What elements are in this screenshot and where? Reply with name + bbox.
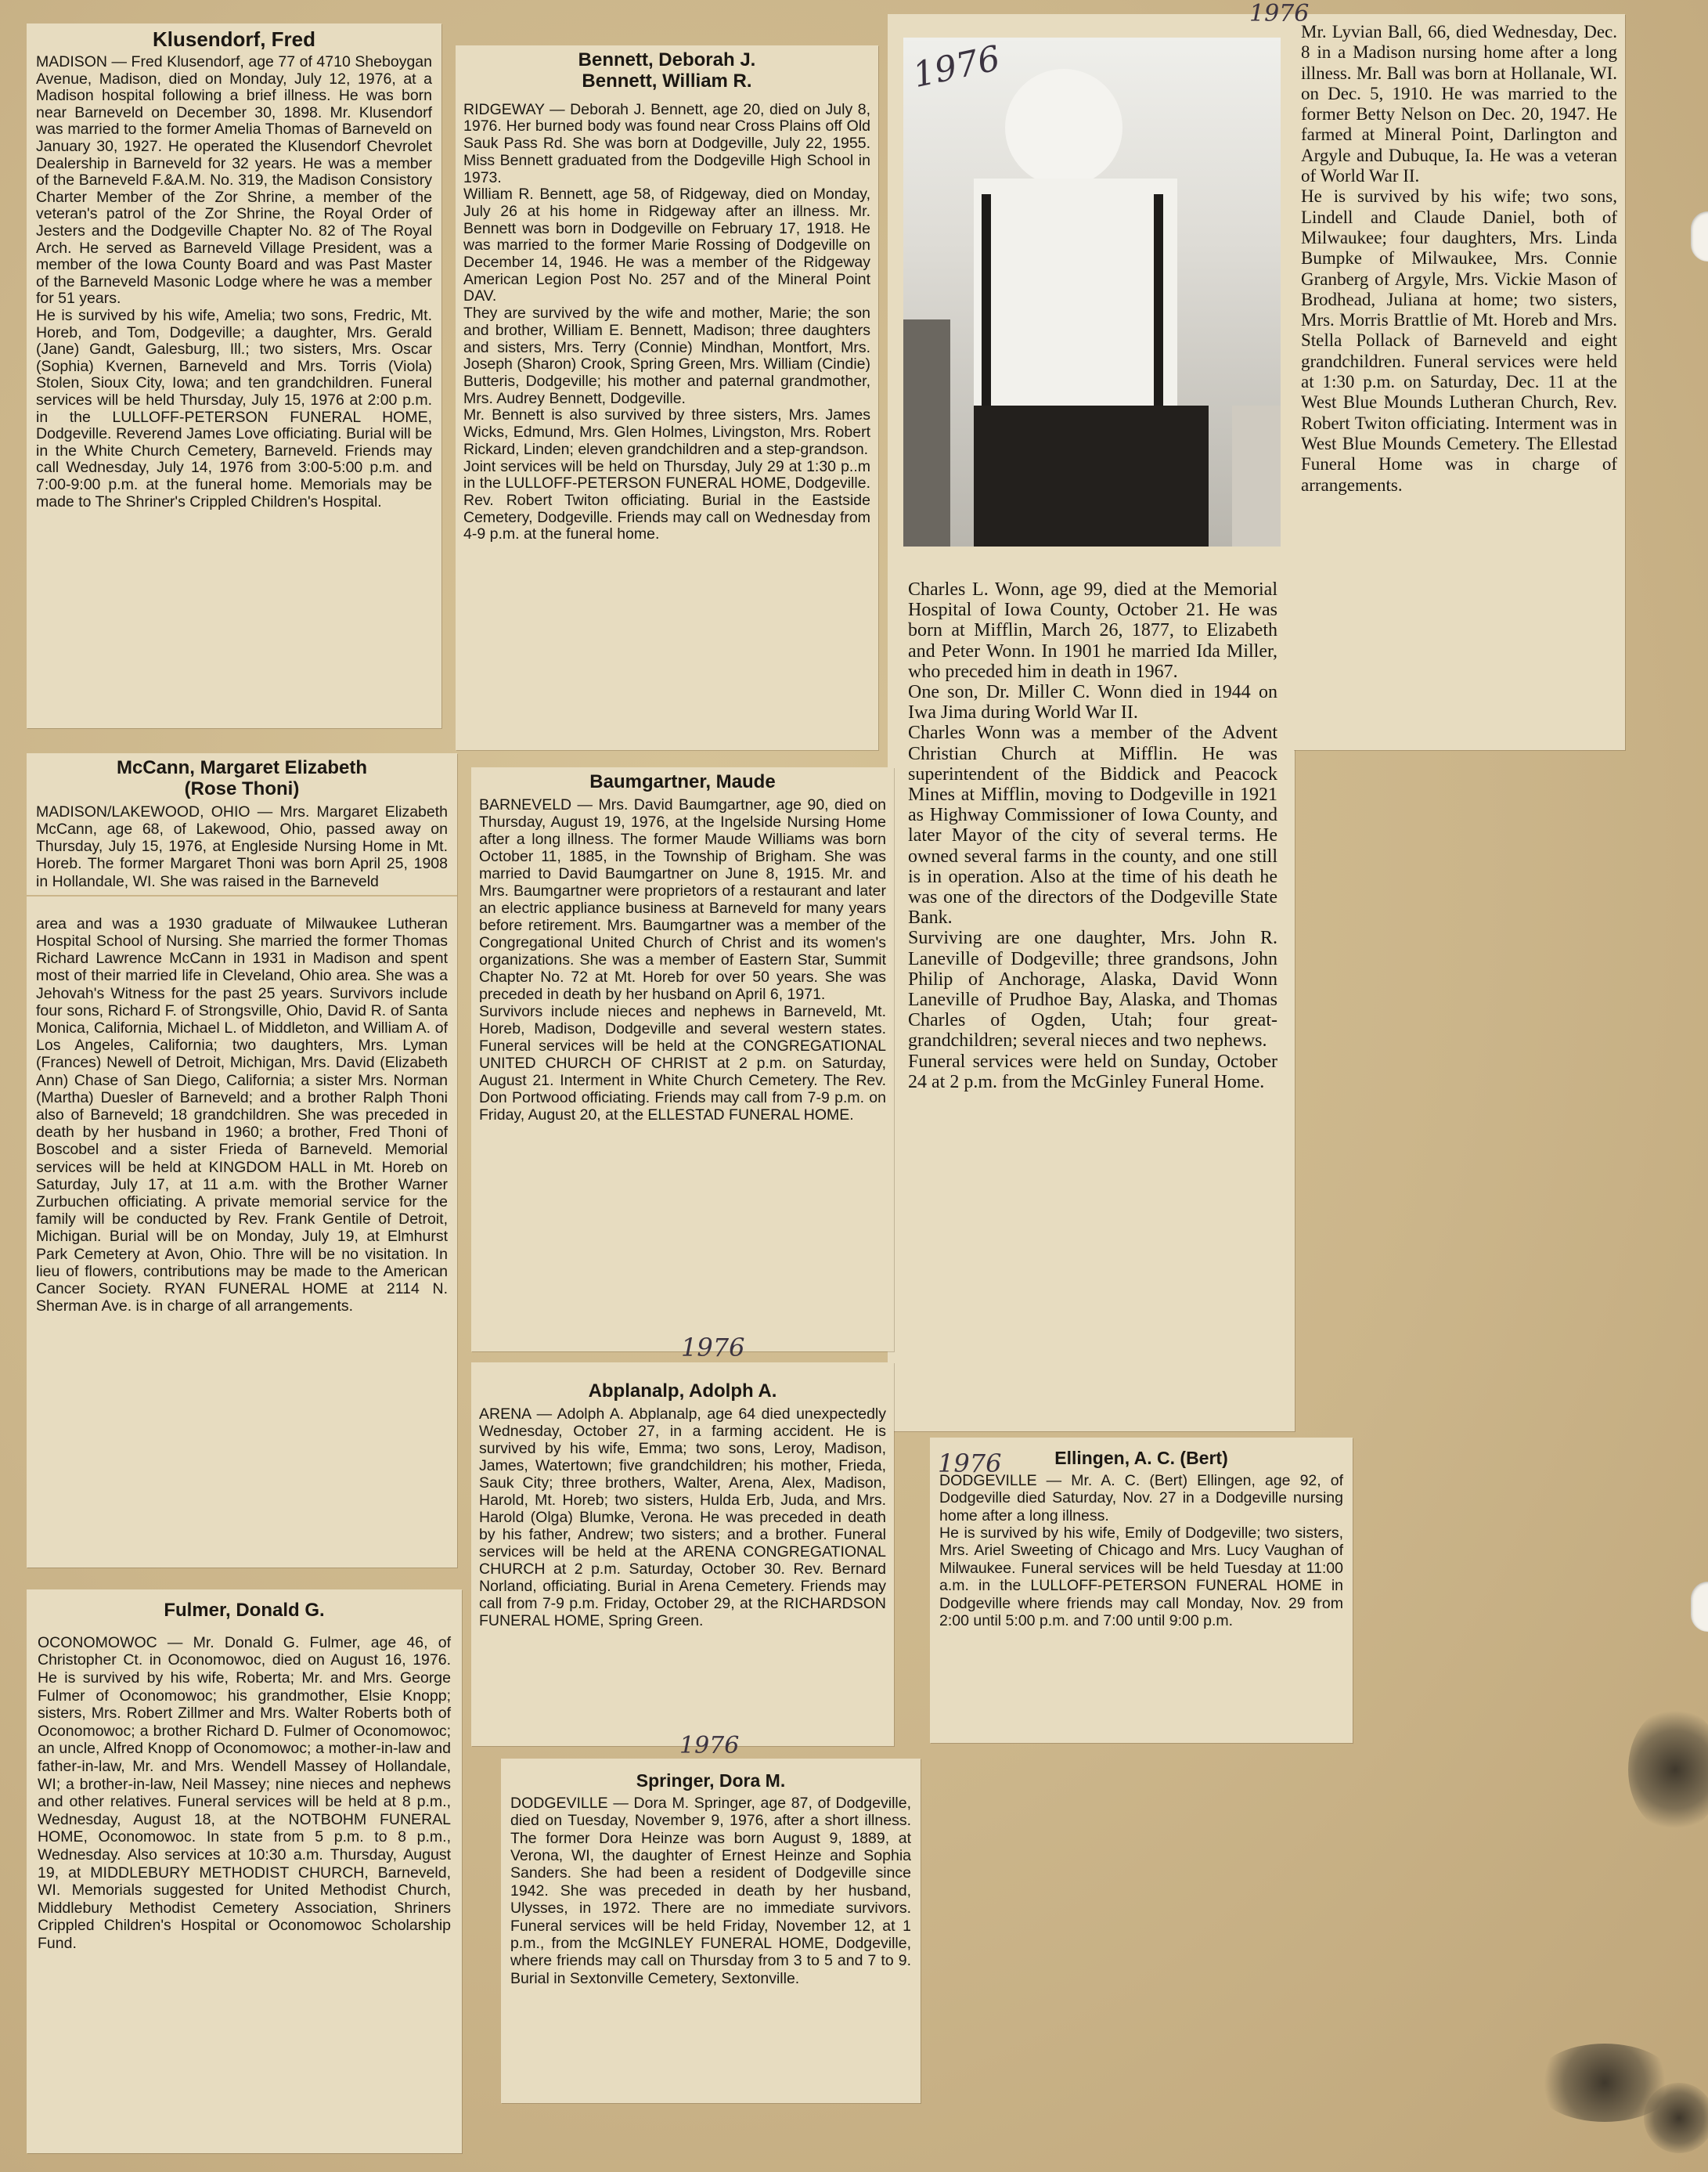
handwritten-year: 1976 <box>679 1732 740 1759</box>
obituary-ellingen <box>930 1438 1353 1743</box>
obituary-text: MADISON/LAKEWOOD, OHIO — Mrs. Margaret Elizabeth McCann, age 68, of Lakewood, Ohio, passed away on Thursday, July 15, 1976, at Engleside Nursing Home in Mt. Horeb. The former Margaret Thoni was born April 25, 1908 in Hollandale, WI. She was raised in the Barneveld <box>36 803 448 890</box>
obituary-heading: Springer, Dora M. <box>636 1770 786 1791</box>
obituary-heading: Bennett, Deborah J. Bennett, William R. <box>578 49 756 92</box>
handwritten-year: 1976 <box>1249 0 1310 27</box>
obituary-wonn <box>888 14 1295 1431</box>
obituary-heading: Klusendorf, Fred <box>152 27 315 51</box>
handwritten-year: 1976 <box>909 38 1004 96</box>
binder-hole-top <box>1691 211 1708 262</box>
page-stain <box>1644 2083 1708 2153</box>
obituary-heading: Baumgartner, Maude <box>589 771 776 792</box>
obituary-heading: Fulmer, Donald G. <box>164 1600 325 1621</box>
obituary-text: ARENA — Adolph A. Abplanalp, age 64 died unexpectedly Wednesday, October 27, in a farming accident. He is survived by his wife, Emma; two sons, Leroy, Madison, James, Watertown; five grandchildren; his mother, Frieda, Sauk City; three brothers, Walter, Arena, Alex, Madison, Harold, Mt. Horeb; two sisters, Hulda Erb, Juda, and Mrs. Harold (Olga) Blumke, Verona. He was preceded in death by his father, Andrew; two sisters; and a brother. Funeral services will be held at the ARENA CONGREGATIONAL CHURCH at 2 p.m. Saturday, October 30. Rev. Bernard Norland, officiating. Burial in Arena Cemetery. Friends may call from 7-9 p.m. Friday, October 29, at the RICHARDSON FUNERAL HOME, Spring Green. <box>479 1405 886 1629</box>
portrait-figure <box>1005 69 1122 186</box>
portrait-photo <box>903 38 1281 547</box>
portrait-trousers <box>974 406 1209 547</box>
obituary-heading: McCann, Margaret Elizabeth (Rose Thoni) <box>116 757 368 799</box>
portrait-background <box>1232 406 1281 547</box>
clip-gap <box>27 895 457 912</box>
obituary-text: OCONOMOWOC — Mr. Donald G. Fulmer, age 46, of Christopher Ct. in Oconomowoc, died on August 16, 1976. He is survived by his wife, Roberta; Mr. and Mrs. George Fulmer of Oconomowoc; his grandmother, Elsie Knopp; sisters, Mrs. Robert Zillmer and Mrs. Walter Roberts both of Oconomowoc; a brother Richard D. Fulmer of Oconomowoc; an uncle, Alfred Knopp of Oconomowoc; a mother-in-law and father-in-law, Mr. and Mrs. Wendell Massey of Hollandale, WI; a brother-in-law, Neil Massey; nine nieces and nephews and other relatives. Funeral services will be held at 8 p.m., Wednesday, August 18, at the NOTBOHM FUNERAL HOME, Oconomowoc. In state from 5 p.m. to 8 p.m., Wednesday. Also services at 10:30 a.m. Thursday, August 19, at MIDDLEBURY METHODIST CHURCH, Barneveld, WI. Memorials suggested for United Methodist Church, Middlebury Methodist Cemetery Association, Shriners Crippled Children's Hospital or Oconomowoc Scholarship Fund. <box>38 1633 451 1952</box>
obituary-text: Charles L. Wonn, age 99, died at the Memorial Hospital of Iowa County, October 21. He was born at Mifflin, March 26, 1877, to Elizabeth and Peter Wonn. In 1901 he married Ida Miller, who preceded him in death in 1967. One son, Dr. Miller C. Wonn died in 1944 on Iwa Jima during World War II. Charles Wonn was a member of the Advent Christian Church at Mifflin. He was superintendent of the Biddick and Peacock Mines at Mifflin, moving to Dodgeville in 1921 as Highway Commissioner of Iowa County, and later Mayor of the city of several terms. He owned several farms in the county, and one still is in operation. Also at the time of his death he was one of the directors of the Dodgeville State Bank. Surviving are one daughter, Mrs. John R. Laneville of Dodgeville; three grandsons, John Philip of Anchorage, Alaska, David Wonn Laneville of Prudhoe Bay, Alaska, and Thomas Charles of Ogden, Utah; four great-grandchildren; several nieces and two nephews. Funeral services were held on Sunday, October 24 at 2 p.m. from the McGinley Funeral Home. <box>908 579 1277 1092</box>
obituary-baumgartner <box>471 767 894 1351</box>
obituary-ball <box>1293 14 1625 750</box>
obituary-text: BARNEVELD — Mrs. David Baumgartner, age 90, died on Thursday, August 19, 1976, at the Ingelside Nursing Home after a long illness. The former Maude Williams was born October 11, 1885, in the Township of Brigham. She was married to David Baumgartner on June 8, 1915. Mr. and Mrs. Baumgartner were proprietors of a restaurant and later an electric appliance business at Barneveld for many years before retirement. Mrs. Baumgartner was a member of the Congregational United Church of Christ and its women's organizations. She was a member of Eastern Star, Summit Chapter No. 72 at Mt. Horeb for over 50 years. She was preceded in death by her husband on April 6, 1971. Survivors include nieces and nephews in Barneveld, Mt. Horeb, Madison, Dodgeville and several western states. Funeral services will be held at the CONGREGATIONAL UNITED CHURCH OF CHRIST at 2 p.m. on Saturday, August 21. Interment in White Church Cemetery. The Rev. Don Portwood officiating. Friends may call from 7-9 p.m. on Friday, August 20, at the ELLESTAD FUNERAL HOME. <box>479 796 886 1124</box>
obituary-text: DODGEVILLE — Dora M. Springer, age 87, of Dodgeville, died on Tuesday, November 9, 1976, after a short illness. The former Dora Heinze was born August 9, 1889, at Verona, WI, the daughter of Ernest Heinze and Sophia Sanders. She had been a resident of Dodgeville since 1942. She was preceded in death by her husband, Ulysses, in 1972. There are no immediate survivors. Funeral services will be held Friday, November 12, at 1 p.m., from the McGINLEY FUNERAL HOME, Dodgeville, where friends may call on Thursday from 3 to 5 and 7 to 9. Burial in Sextonville Cemetery, Sextonville. <box>510 1794 911 1987</box>
obituary-klusendorf <box>27 23 441 728</box>
portrait-suspender-right <box>1154 194 1163 413</box>
portrait-background <box>903 319 950 547</box>
obituary-abplanalp <box>471 1362 894 1746</box>
portrait-suspender-left <box>982 194 991 413</box>
obituary-text: DODGEVILLE — Mr. A. C. (Bert) Ellingen, age 92, of Dodgeville died Saturday, Nov. 27 in a Dodgeville nursing home after a long illness. He is survived by his wife, Emily of Dodgeville; two sisters, Mrs. Ariel Sweeting of Chicago and Mrs. Lucy Vaughan of Milwaukee. Funeral services will be held Tuesday at 11:00 a.m. in the LULLOFF-PETERSON FUNERAL HOME in Dodgeville where friends may call Monday, Nov. 29 from 2:00 until 5:00 p.m. and 7:00 until 9:00 p.m. <box>939 1471 1343 1629</box>
obituary-mccann <box>27 753 457 1568</box>
handwritten-year: 1976 <box>681 1333 745 1362</box>
binder-hole-bottom <box>1691 1582 1708 1632</box>
obituary-bennett <box>456 45 878 750</box>
handwritten-year: 1976 <box>938 1449 1002 1478</box>
obituary-fulmer <box>27 1589 462 2153</box>
obituary-heading: Ellingen, A. C. (Bert) <box>1054 1448 1228 1468</box>
obituary-text: Mr. Lyvian Ball, 66, died Wednesday, Dec. 8 in a Madison nursing home after a long illness. Mr. Ball was born at Hollanale, WI. on Dec. 5, 1910. He was married to the former Betty Nelson on Dec. 20, 1947. He farmed at Mineral Point, Darlington and Argyle and Dubuque, Ia. He was a veteran of World War II. He is survived by his wife; two sons, Lindell and Claude Daniel, both of Milwaukee; four daughters, Mrs. Linda Bumpke of Milwaukee, Mrs. Connie Granberg of Argyle, Mrs. Vickie Mason of Brodhead, Juliana at home; two sisters, Mrs. Morris Brattlie of Mt. Horeb and Mrs. Stella Pollack of Barneveld and eight grandchildren. Funeral services were held at 1:30 p.m. on Saturday, Dec. 11 at the West Blue Mounds Lutheran Church, Rev. Robert Twiton officiating. Interment was in West Blue Mounds Cemetery. The Ellestad Funeral Home was in charge of arrangements. <box>1301 22 1617 495</box>
obituary-heading: Abplanalp, Adolph A. <box>588 1380 777 1402</box>
obituary-springer <box>501 1759 921 2103</box>
obituary-text: area and was a 1930 graduate of Milwaukee Lutheran Hospital School of Nursing. She married the former Thomas Richard Lawrence McCann in 1931 in Madison and spent most of their married life in Cleveland, Ohio area. She was a Jehovah's Witness for the past 25 years. Survivors include four sons, Richard F. of Strongsville, Ohio, David R. of Santa Monica, California, Michael L. of Middleton, and William A. of Los Angeles, California; two daughters, Mrs. Lyman (Frances) Newell of Detroit, Michigan, Mrs. David (Elizabeth Ann) Chase of San Diego, California; a sister Mrs. Norman (Martha) Duesler of Barneveld; and a brother Ralph Thoni also of Barneveld; 18 grandchildren. She was preceded in death by her husband in 1960; a brother, Fred Thoni of Boscobel and a sister Frieda of Barneveld. Memorial services will be held at KINGDOM HALL in Mt. Horeb on Saturday, July 17, at 11 a.m. with the Brother Warner Zurbuchen officiating. A private memorial service for the family will be conducted by Rev. Frank Gentile of Detroit, Michigan. Burial will be on Monday, July 19, at Elmhurst Park Cemetery at Avon, Ohio. Thre will be no visitation. In lieu of flowers, contributions may be made to the American Cancer Society. RYAN FUNERAL HOME at 2114 N. Sherman Ave. is in charge of all arrangements. <box>36 915 448 1315</box>
obituary-text: MADISON — Fred Klusendorf, age 77 of 4710 Sheboygan Avenue, Madison, died on Monday, July 12, 1976, at a Madison hospital following a brief illness. He was born near Barneveld on December 30, 1898. Mr. Klusendorf was married to the former Amelia Thomas of Barneveld on January 30, 1927. He operated the Klusendorf Chevrolet Dealership in Barneveld for 32 years. He was a member of the Barneveld F.&A.M. No. 319, the Madison Consistory Charter Member of the Zor Shrine, a member of the veteran's patrol of the Zor Shrine, the Royal Order of Jesters and the Dodgeville Chapter No. 82 of The Royal Arch. He served as Barneveld Village President, was a member of the Iowa County Board and was Past Master of the Barneveld Masonic Lodge where he was a member for 51 years. He is survived by his wife, Amelia; two sons, Fredric, Mt. Horeb, and Tom, Dodgeville; a daughter, Mrs. Gerald (Jane) Gandt, Galesburg, Ill.; two sisters, Mrs. Oscar (Sophia) Kvernen, Barneveld and Mrs. Torris (Viola) Stolen, Sioux City, Iowa; and ten grandchildren. Funeral services will be held Thursday, July 15, 1976 at 2:00 p.m. in the LULLOFF-PETERSON FUNERAL HOME, Dodgeville. Reverend James Love officiating. Burial will be in the White Church Cemetery, Barneveld. Friends may call Wednesday, July 14, 1976 from 3:00-5:00 p.m. and 7:00-9:00 p.m. at the funeral home. Memorials may be made to The Shriner's Crippled Children's Hospital. <box>36 53 432 511</box>
obituary-text: RIDGEWAY — Deborah J. Bennett, age 20, died on July 8, 1976. Her burned body was found near Cross Plains off Old Sauk Pass Rd. She was born at Dodgeville, July 22, 1955. Miss Bennett graduated from the Dodgeville High School in 1973. William R. Bennett, age 58, of Ridgeway, died on Monday, July 26 at his home in Ridgeway after an illness. Mr. Bennett was born in Dodgeville on February 17, 1918. He was married to the former Marie Rossing of Dodgeville on December 14, 1946. He was a member of the Ridgeway American Legion Post No. 257 and of the Mineral Point DAV. They are survived by the wife and mother, Marie; the son and brother, William E. Bennett, Madison; three daughters and sisters, Mrs. Terry (Connie) Mindhan, Montfort, Mrs. Joseph (Sharon) Crook, Spring Green, Mrs. William (Cindie) Butteris, Dodgeville; his mother and paternal grandmother, Mrs. Audrey Bennett, Dodgeville. Mr. Bennett is also survived by three sisters, Mrs. James Wicks, Edmund, Mrs. Glen Holmes, Livingston, Mrs. Robert Rickard, Linden; eleven grandchildren and a step-grandson. Joint services will be held on Thursday, July 29 at 1:30 p..m in the LULLOFF-PETERSON FUNERAL HOME, Dodgeville. Rev. Robert Twiton officiating. Burial in the Eastside Cemetery, Dodgeville. Friends may call on Wednesday from 4-9 p.m. at the funeral home. <box>463 100 870 543</box>
